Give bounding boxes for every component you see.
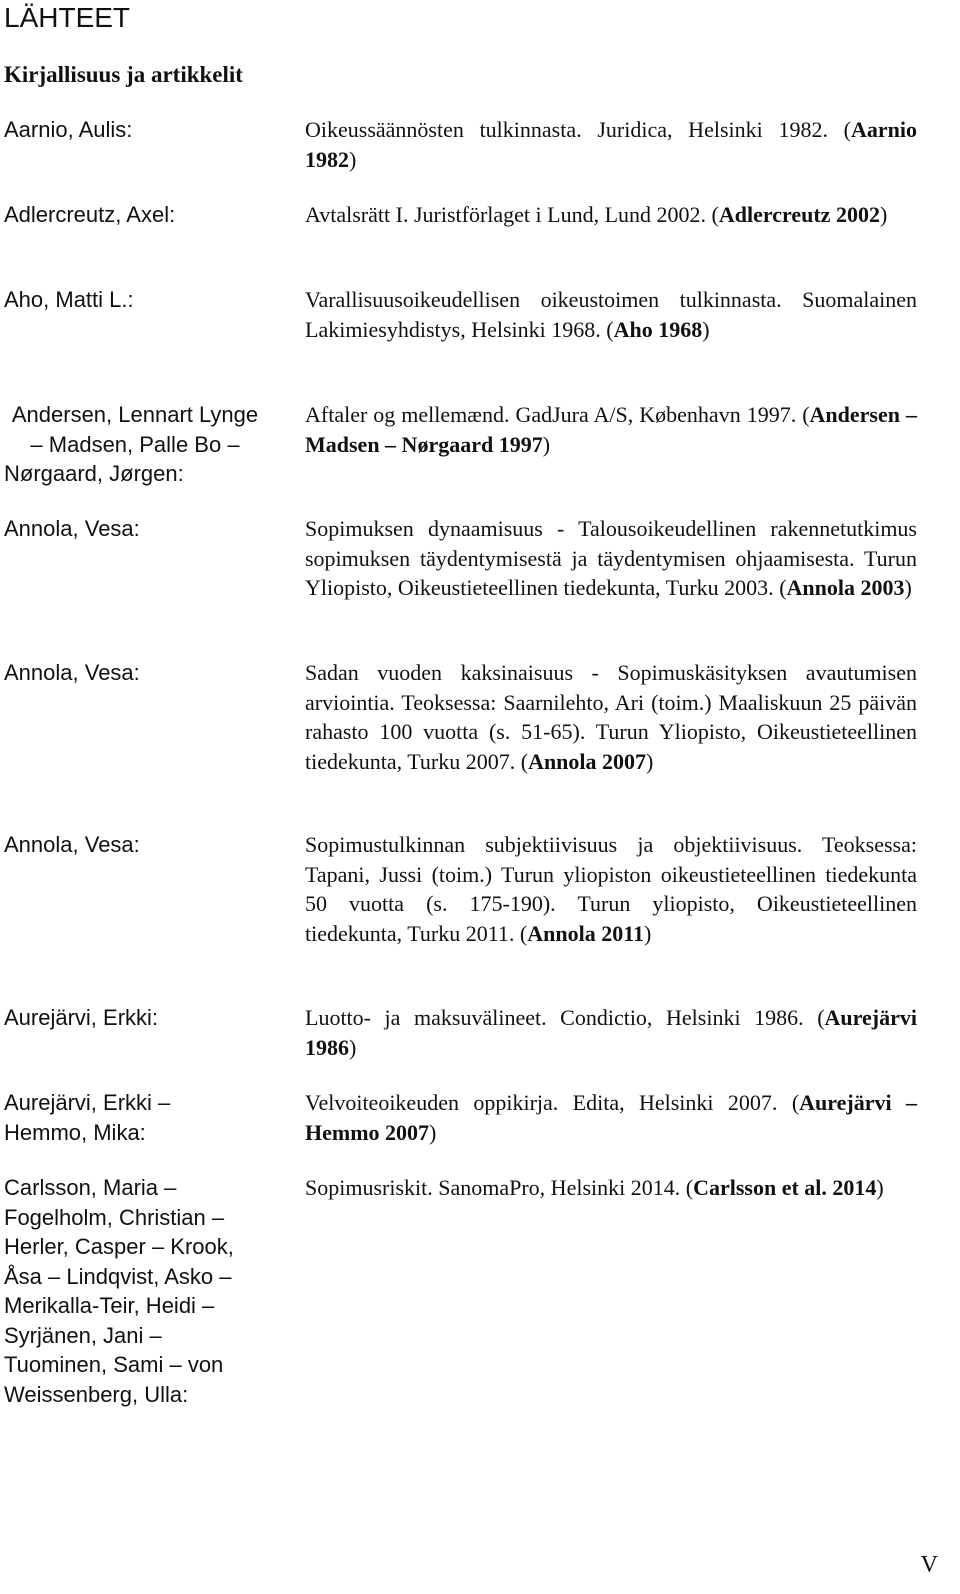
- source-text: Sopimuksen dynaamisuus - Talousoikeudellinen rakennetutkimus sopimuksen täydentymisestä ja täydentymisen ohjaamisesta. Turun Yliopisto, Oikeustieteellinen tiedekunta, Turku 2003.: [305, 516, 917, 600]
- ref-paren: (: [520, 748, 529, 774]
- author-line: Herler, Casper – Krook,: [4, 1234, 234, 1259]
- author-line: – Madsen, Palle Bo –: [30, 431, 240, 457]
- ref-paren: ): [646, 748, 654, 774]
- reference-source: [305, 658, 917, 776]
- ref-paren: ): [644, 920, 652, 946]
- ref-paren: (: [685, 1175, 694, 1200]
- author-line: Aho, Matti L.:: [4, 287, 134, 312]
- reference-author: [4, 830, 274, 860]
- ref-paren: (: [791, 1090, 800, 1115]
- reference-author: [4, 514, 274, 544]
- source-text: Velvoiteoikeuden oppikirja. Edita, Helsinki 2007.: [305, 1090, 792, 1115]
- reference-source: [305, 400, 917, 459]
- author-line: Tuominen, Sami – von: [4, 1352, 224, 1377]
- reference-source: [305, 1003, 917, 1062]
- ref-paren: (: [519, 920, 528, 946]
- citation-key: Aurejärvi 1986: [305, 1005, 917, 1060]
- reference-author: [4, 1173, 266, 1409]
- author-line: Merikalla-Teir, Heidi –: [4, 1293, 215, 1318]
- author-line: Nørgaard, Jørgen:: [4, 461, 184, 486]
- source-text: Aftaler og mellemænd. GadJura A/S, København 1997.: [305, 402, 803, 427]
- ref-paren: ): [349, 1034, 357, 1060]
- page-title: LÄHTEET: [4, 2, 131, 33]
- citation-key: Annola 2003: [786, 575, 905, 600]
- author-line: Adlercreutz, Axel:: [4, 202, 176, 227]
- ref-paren: (: [711, 202, 719, 227]
- author-line: Annola, Vesa:: [4, 832, 140, 857]
- ref-paren: (: [817, 1005, 825, 1030]
- citation-key: Andersen – Madsen – Nørgaard 1997: [305, 402, 917, 457]
- page-number: V: [920, 1552, 938, 1578]
- ref-paren: ): [876, 1175, 884, 1200]
- reference-source: [305, 1088, 917, 1147]
- author-line: Hemmo, Mika:: [4, 1119, 146, 1145]
- ref-paren: ): [542, 431, 551, 457]
- ref-paren: ): [879, 202, 888, 227]
- citation-key: Aho 1968: [613, 316, 703, 342]
- author-line: Weissenberg, Ulla:: [4, 1381, 189, 1407]
- reference-author: [4, 1003, 274, 1033]
- reference-source: [305, 514, 917, 603]
- reference-source: [305, 1173, 917, 1203]
- reference-source: [305, 200, 917, 230]
- ref-paren: ): [429, 1119, 437, 1145]
- citation-key: Carlsson et al. 2014: [693, 1175, 877, 1200]
- source-text: Sadan vuoden kaksinaisuus - Sopimuskäsityksen avautumisen arviointia. Teoksessa: Saarnilehto, Ari (toim.) Maaliskuun 25 päivän rahasto 100 vuotta (s. 51-65). Turun Yliopisto, Oikeustieteellinen tiedekunta, Turku 2007.: [305, 660, 917, 774]
- source-text: Luotto- ja maksuvälineet. Condictio, Helsinki 1986.: [305, 1005, 818, 1030]
- ref-paren: (: [606, 316, 614, 342]
- reference-author: [4, 115, 274, 145]
- reference-source: [305, 830, 917, 948]
- reference-source: [305, 285, 917, 344]
- author-line: Annola, Vesa:: [4, 660, 140, 685]
- citation-key: Adlercreutz 2002: [718, 202, 880, 227]
- author-line: Syrjänen, Jani –: [4, 1322, 162, 1348]
- author-line: Aurejärvi, Erkki –: [4, 1090, 171, 1115]
- source-text: Sopimustulkinnan subjektiivisuus ja objektiivisuus. Teoksessa: Tapani, Jussi (toim.) Turun yliopiston oikeustieteellinen tiedekunta 50 vuotta (s. 175-190). Turun yliopisto, Oikeustieteellinen tiedekunta, Turku 2011.: [305, 832, 917, 946]
- ref-paren: ): [702, 316, 710, 342]
- reference-author: [4, 285, 274, 315]
- source-text: Oikeussäännösten tulkinnasta. Juridica, Helsinki 1982.: [305, 117, 844, 142]
- author-line: Fogelholm, Christian –: [4, 1204, 225, 1230]
- author-line: Carlsson, Maria –: [4, 1175, 177, 1200]
- ref-paren: ): [904, 575, 912, 600]
- source-text: Sopimusriskit. SanomaPro, Helsinki 2014.: [305, 1175, 686, 1200]
- reference-author: [4, 658, 274, 688]
- source-text: Avtalsrätt I. Juristförlaget i Lund, Lund 2002.: [305, 202, 712, 227]
- citation-key: Aarnio 1982: [305, 117, 917, 172]
- ref-paren: (: [802, 402, 810, 427]
- author-line: Aarnio, Aulis:: [4, 117, 133, 142]
- citation-key: Annola 2007: [528, 748, 647, 774]
- ref-paren: ): [349, 146, 357, 172]
- author-line: Andersen, Lennart Lynge: [11, 402, 259, 427]
- ref-paren: (: [843, 117, 851, 142]
- reference-author: [4, 200, 274, 230]
- ref-paren: (: [779, 575, 787, 600]
- section-title: Kirjallisuus ja artikkelit: [4, 62, 243, 87]
- author-line: Annola, Vesa:: [4, 516, 140, 541]
- citation-key: Aurejärvi – Hemmo 2007: [305, 1090, 917, 1145]
- reference-author: [4, 400, 266, 489]
- author-line: Aurejärvi, Erkki:: [4, 1005, 159, 1030]
- author-line: Åsa – Lindqvist, Asko –: [4, 1263, 232, 1289]
- reference-author: [4, 1088, 274, 1147]
- reference-source: [305, 115, 917, 174]
- source-text: Varallisuusoikeudellisen oikeustoimen tulkinnasta. Suomalainen Lakimiesyhdistys, Helsinki 1968.: [305, 287, 917, 342]
- citation-key: Annola 2011: [527, 920, 645, 946]
